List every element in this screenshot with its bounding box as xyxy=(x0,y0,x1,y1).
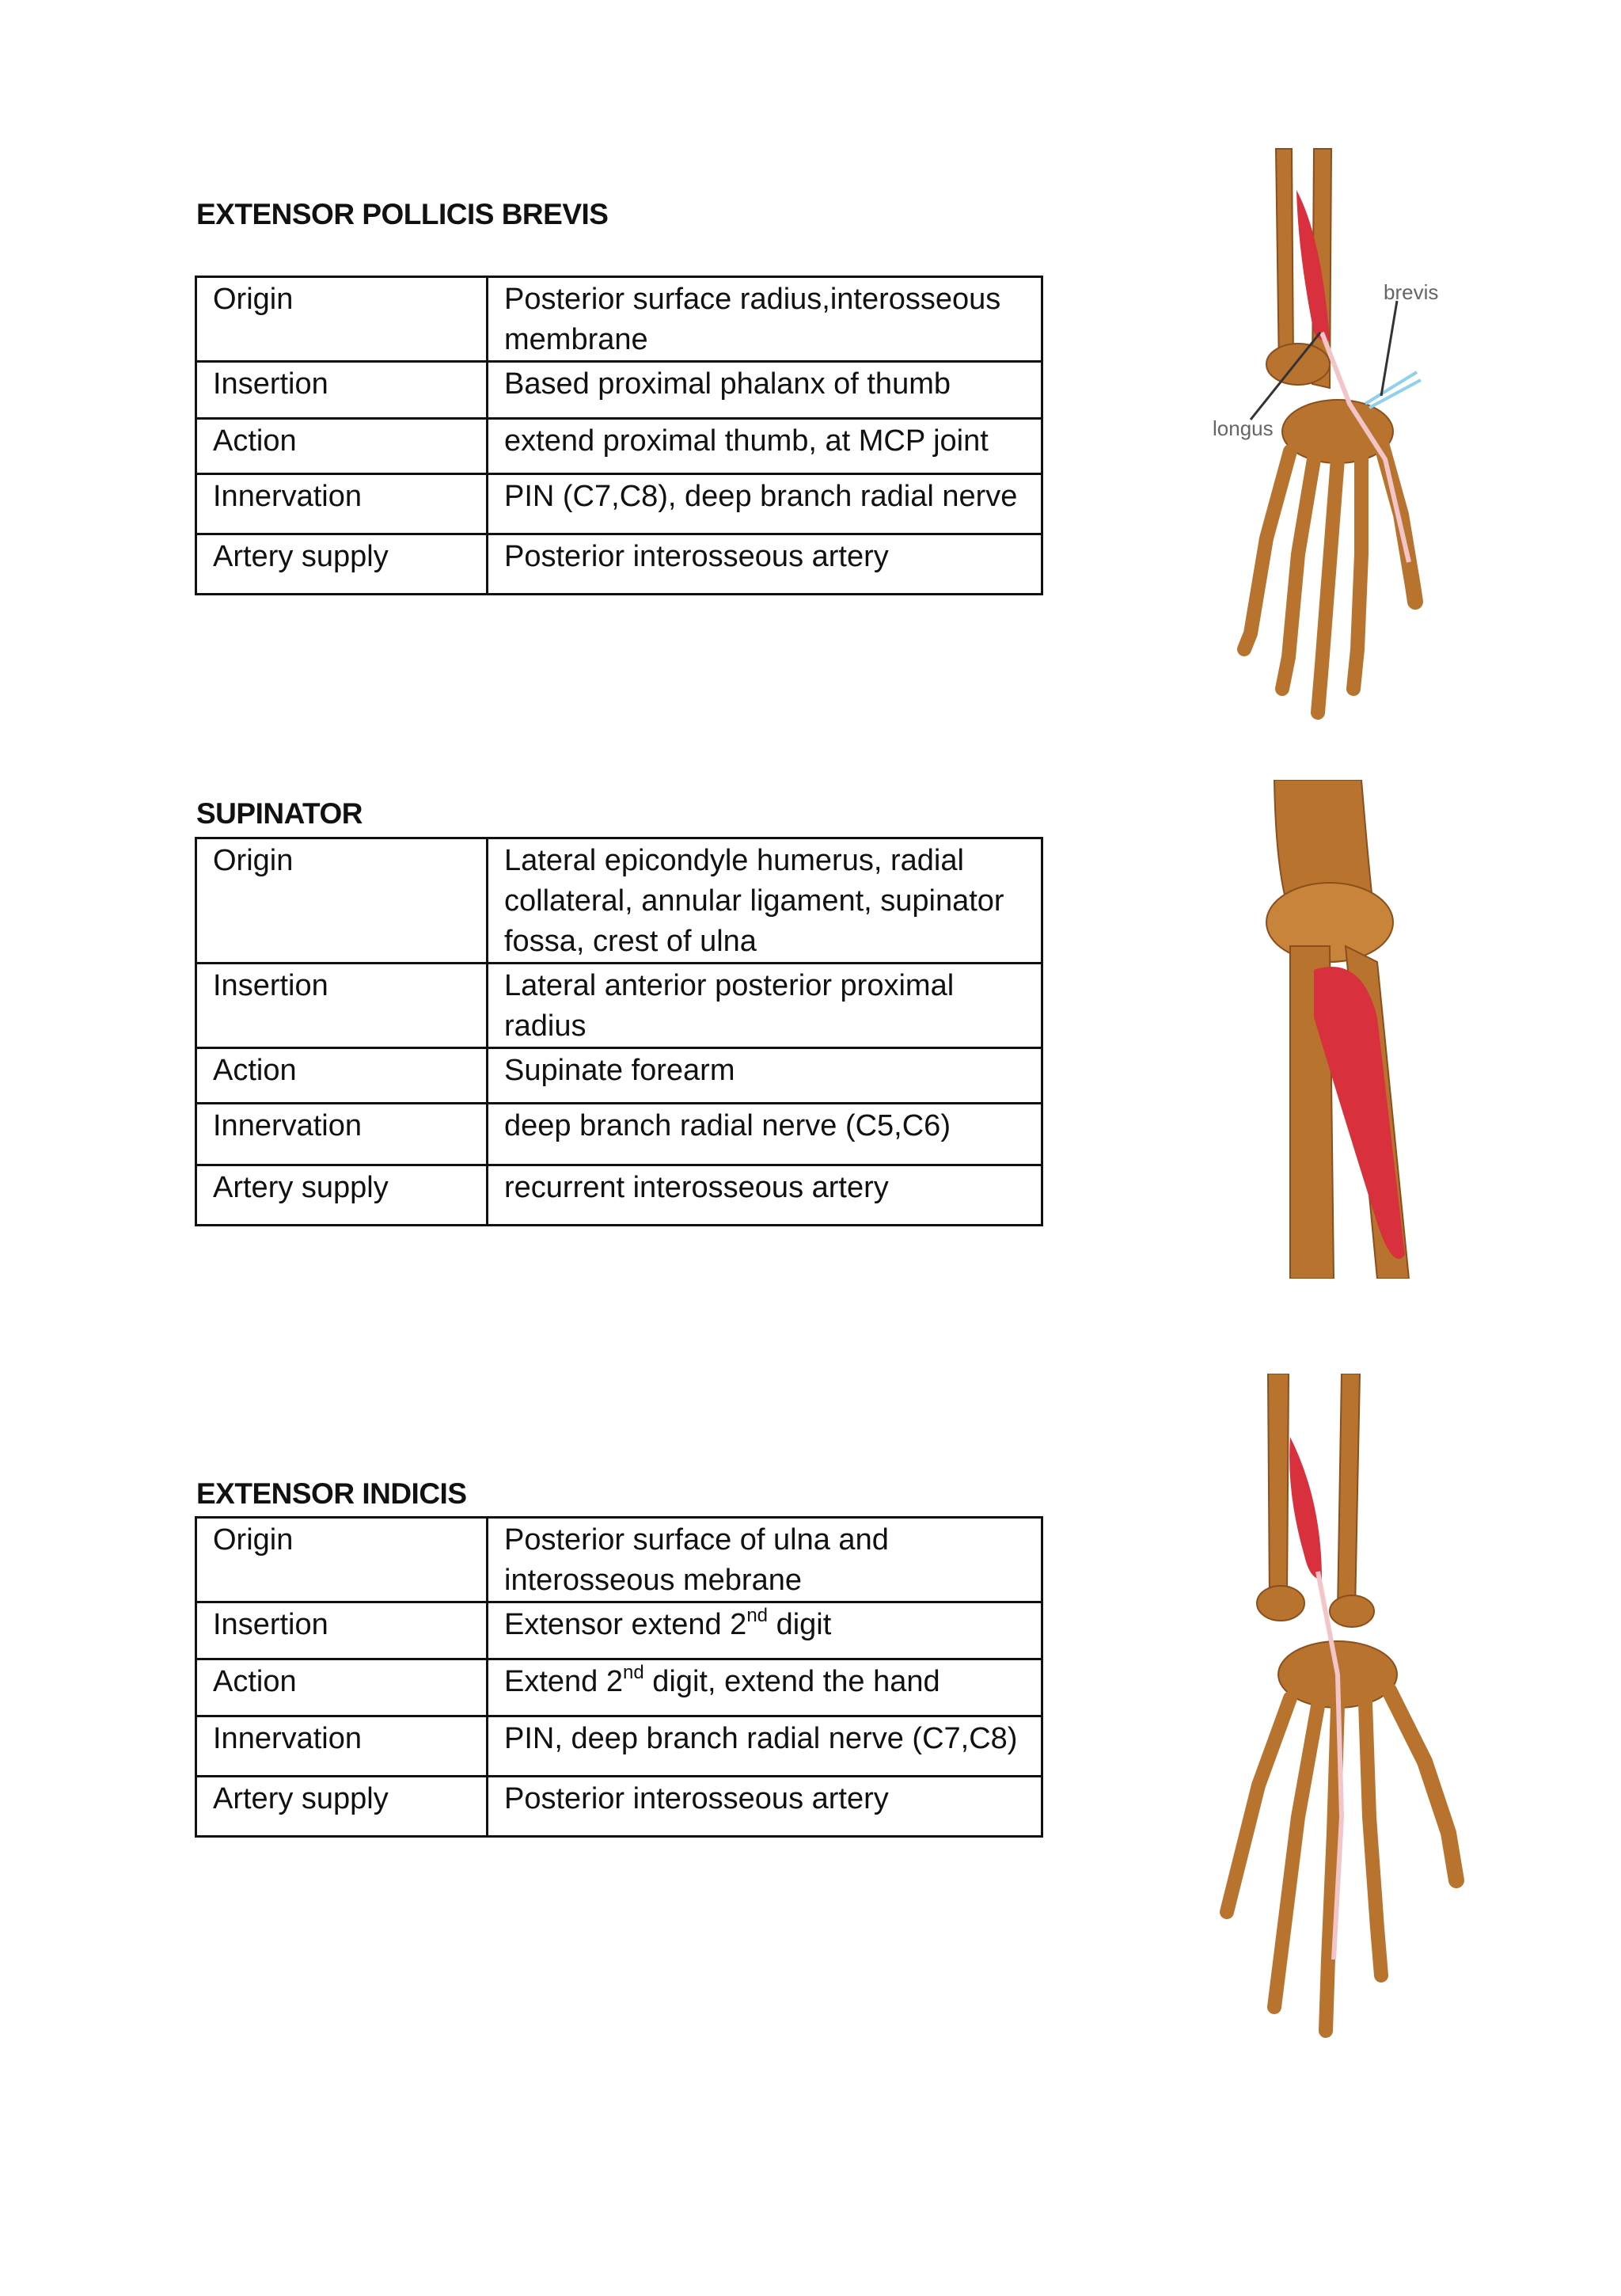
row-label-action: Action xyxy=(196,1048,488,1104)
figure-label-longus: longus xyxy=(1213,416,1274,440)
row-label-action: Action xyxy=(196,1659,488,1716)
table-row xyxy=(196,1518,1042,1602)
row-value-insertion: Lateral anterior posterior proximal radius xyxy=(488,964,1042,1048)
row-label-innervation: Innervation xyxy=(196,1104,488,1165)
row-value-action: extend proximal thumb, at MCP joint xyxy=(488,419,1042,474)
table-row xyxy=(196,838,1042,964)
table-row xyxy=(196,1048,1042,1104)
row-value-innervation: deep branch radial nerve (C5,C6) xyxy=(488,1104,1042,1165)
row-label-action: Action xyxy=(196,419,488,474)
table-row xyxy=(196,277,1042,362)
row-label-innervation: Innervation xyxy=(196,474,488,534)
row-label-origin: Origin xyxy=(196,838,488,964)
extensor-pollicis-brevis-illustration xyxy=(1203,143,1488,728)
supinator-table xyxy=(195,837,1043,1226)
table-row xyxy=(196,1777,1042,1837)
section-title-extensor-indicis: EXTENSOR INDICIS xyxy=(196,1477,467,1510)
row-label-origin: Origin xyxy=(196,277,488,362)
table-row xyxy=(196,1659,1042,1716)
row-value-artery-supply: recurrent interosseous artery xyxy=(488,1165,1042,1226)
row-label-origin: Origin xyxy=(196,1518,488,1602)
row-label-artery-supply: Artery supply xyxy=(196,1165,488,1226)
row-label-artery-supply: Artery supply xyxy=(196,534,488,595)
row-value-action: Supinate forearm xyxy=(488,1048,1042,1104)
row-label-innervation: Innervation xyxy=(196,1716,488,1777)
row-label-insertion: Insertion xyxy=(196,964,488,1048)
extensor-pollicis-brevis-table xyxy=(195,276,1043,595)
table-row xyxy=(196,1602,1042,1659)
row-label-insertion: Insertion xyxy=(196,362,488,419)
row-value-origin: Lateral epicondyle humerus, radial collateral, annular ligament, supinator fossa, crest of ulna xyxy=(488,838,1042,964)
figure-label-brevis: brevis xyxy=(1384,280,1439,304)
table-row xyxy=(196,419,1042,474)
table-row xyxy=(196,534,1042,595)
table-row xyxy=(196,474,1042,534)
section-title-extensor-pollicis-brevis: EXTENSOR POLLICIS BREVIS xyxy=(196,198,609,230)
section-title-supinator: SUPINATOR xyxy=(196,797,363,830)
table-row xyxy=(196,362,1042,419)
row-value-innervation: PIN (C7,C8), deep branch radial nerve xyxy=(488,474,1042,534)
row-value-artery-supply: Posterior interosseous artery xyxy=(488,1777,1042,1837)
row-label-insertion: Insertion xyxy=(196,1602,488,1659)
row-value-innervation: PIN, deep branch radial nerve (C7,C8) xyxy=(488,1716,1042,1777)
row-value-insertion: Based proximal phalanx of thumb xyxy=(488,362,1042,419)
row-value-insertion: Extensor extend 2nd digit xyxy=(488,1602,1042,1659)
row-value-origin: Posterior surface of ulna and interosseous mebrane xyxy=(488,1518,1042,1602)
extensor-indicis-illustration xyxy=(1187,1374,1488,2047)
table-row xyxy=(196,964,1042,1048)
supinator-illustration xyxy=(1258,780,1425,1279)
table-row xyxy=(196,1165,1042,1226)
table-row xyxy=(196,1716,1042,1777)
row-label-artery-supply: Artery supply xyxy=(196,1777,488,1837)
row-value-origin: Posterior surface radius,interosseous membrane xyxy=(488,277,1042,362)
table-row xyxy=(196,1104,1042,1165)
row-value-artery-supply: Posterior interosseous artery xyxy=(488,534,1042,595)
row-value-action: Extend 2nd digit, extend the hand xyxy=(488,1659,1042,1716)
extensor-indicis-table xyxy=(195,1516,1043,1838)
